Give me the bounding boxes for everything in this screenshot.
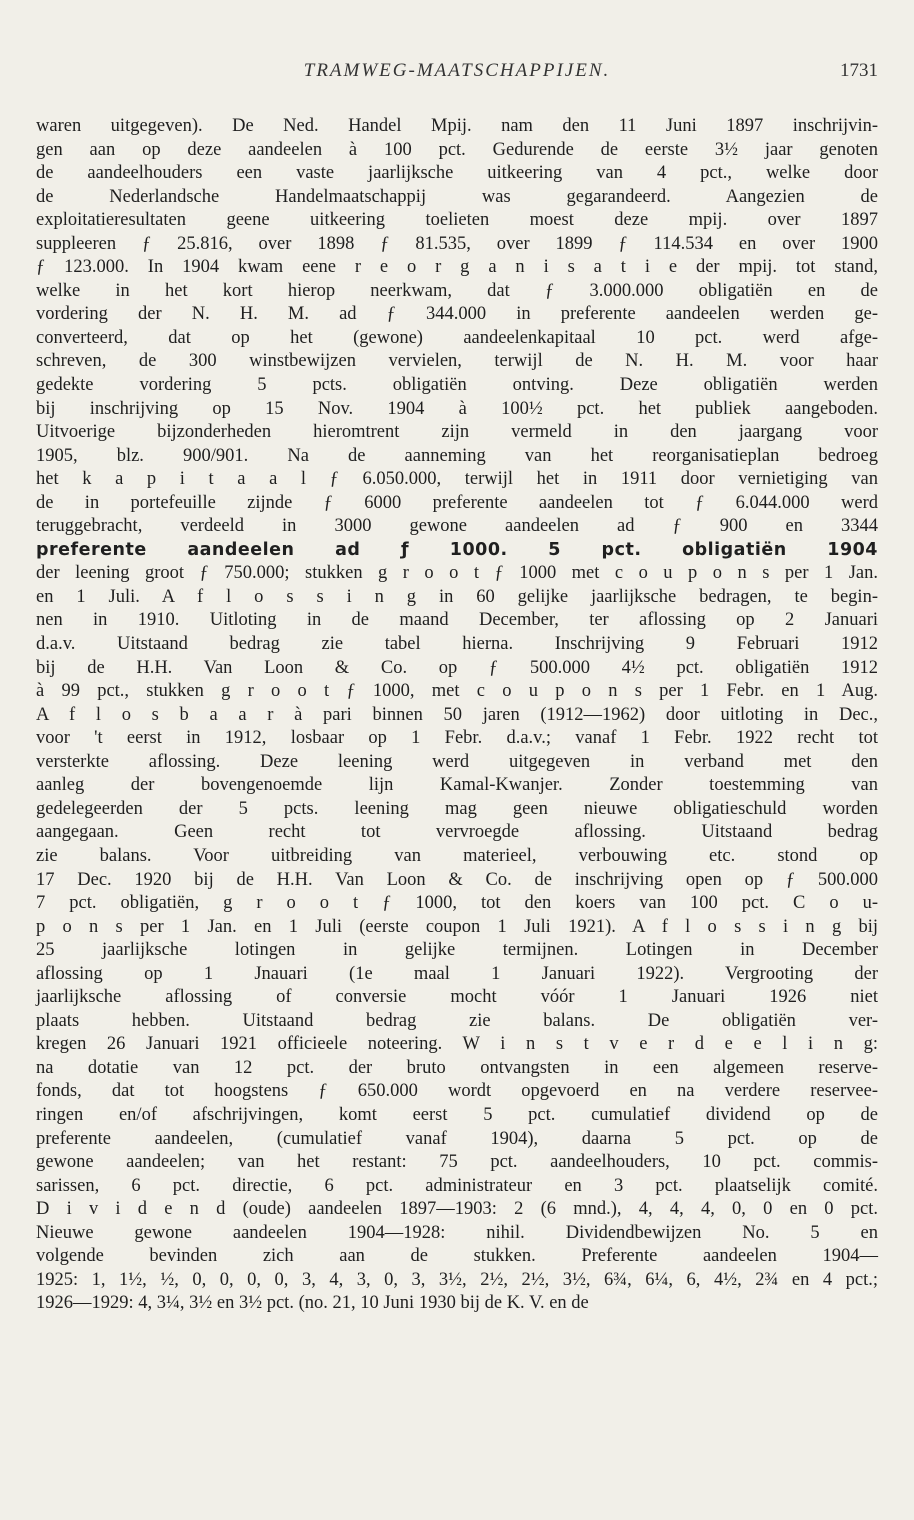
text-line: suppleeren ƒ 25.816, over 1898 ƒ 81.535, over 1899 ƒ 114.534 en over 1900 <box>36 233 878 254</box>
text-line: zie balans. Voor uitbreiding van materieel, verbouwing etc. stond op <box>36 845 878 866</box>
text-line: en 1 Juli. A f l o s s i n g in 60 gelijke jaarlijksche bedragen, te begin- <box>36 586 878 607</box>
text-line: jaarlijksche aflossing of conversie mocht vóór 1 Januari 1926 niet <box>36 987 878 1008</box>
text-line: schreven, de 300 winstbewijzen vervielen, terwijl de N. H. M. voor haar <box>36 351 878 372</box>
text-line: gedelegeerden der 5 pcts. leening mag geen nieuwe obligatieschuld worden <box>36 798 878 819</box>
text-line: aangegaan. Geen recht tot vervroegde aflossing. Uitstaand bedrag <box>36 822 878 843</box>
text-line: aflossing op 1 Jnauari (1e maal 1 Januari 1922). Vergrooting der <box>36 963 878 984</box>
text-line: vordering der N. H. M. ad ƒ 344.000 in preferente aandeelen werden ge- <box>36 304 878 325</box>
text-line: sarissen, 6 pct. directie, 6 pct. administrateur en 3 pct. plaatselijk comité. <box>36 1175 878 1196</box>
text-line: à 99 pct., stukken g r o o t ƒ 1000, met c o u p o n s per 1 Febr. en 1 Aug. <box>36 681 878 702</box>
text-line: d.a.v. Uitstaand bedrag zie tabel hierna. Inschrijving 9 Februari 1912 <box>36 634 878 655</box>
text-line: kregen 26 Januari 1921 officieele noteering. W i n s t v e r d e e l i n g: <box>36 1034 878 1055</box>
text-line: waren uitgegeven). De Ned. Handel Mpij. nam den 11 Juni 1897 inschrijvin- <box>36 116 878 136</box>
text-line: de Nederlandsche Handelmaatschappij was gegarandeerd. Aangezien de <box>36 186 878 207</box>
text-line: 1925: 1, 1½, ½, 0, 0, 0, 0, 3, 4, 3, 0, 3, 3½, 2½, 2½, 3½, 6¾, 6¼, 6, 4½, 2¾ en 4 pct.; <box>36 1269 878 1290</box>
text-line: voor 't eerst in 1912, losbaar op 1 Febr. d.a.v.; vanaf 1 Febr. 1922 recht tot <box>36 728 878 749</box>
text-line: Nieuwe gewone aandeelen 1904—1928: nihil. Dividendbewijzen No. 5 en <box>36 1222 878 1243</box>
text-line: het k a p i t a a l ƒ 6.050.000, terwijl het in 1911 door vernietiging van <box>36 469 878 490</box>
text-line: exploitatieresultaten geene uitkeering toelieten moest deze mpij. over 1897 <box>36 210 878 231</box>
text-line: nen in 1910. Uitloting in de maand December, ter aflossing op 2 Januari <box>36 610 878 631</box>
text-line: gewone aandeelen; van het restant: 75 pct. aandeelhouders, 10 pct. commis- <box>36 1152 878 1173</box>
text-line: 17 Dec. 1920 bij de H.H. Van Loon & Co. de inschrijving open op ƒ 500.000 <box>36 869 878 890</box>
text-line: ringen en/of afschrijvingen, komt eerst 5 pct. cumulatief dividend op de <box>36 1104 878 1125</box>
text-line: de aandeelhouders een vaste jaarlijksche uitkeering van 4 pct., welke door <box>36 163 878 184</box>
text-line: na dotatie van 12 pct. der bruto ontvangsten in een algemeen reserve- <box>36 1057 878 1078</box>
text-line: Uitvoerige bijzonderheden hieromtrent zijn vermeld in den jaargang voor <box>36 422 878 443</box>
text-line: 25 jaarlijksche lotingen in gelijke termijnen. Lotingen in December <box>36 940 878 961</box>
text-line: volgende bevinden zich aan de stukken. Preferente aandeelen 1904— <box>36 1246 878 1267</box>
text-line: 1926—1929: 4, 3¼, 3½ en 3½ pct. (no. 21, 10 Juni 1930 bij de K. V. en de <box>36 1293 589 1314</box>
text-line: welke in het kort hierop neerkwam, dat ƒ 3.000.000 obligatiën en de <box>36 280 878 301</box>
text-line: p o n s per 1 Jan. en 1 Juli (eerste coupon 1 Juli 1921). A f l o s s i n g bij <box>36 916 878 937</box>
text-line: bij de H.H. Van Loon & Co. op ƒ 500.000 4½ pct. obligatiën 1912 <box>36 657 878 678</box>
running-title: TRAMWEG-MAATSCHAPPIJEN. <box>303 60 611 81</box>
text-line: converteerd, dat op het (gewone) aandeelenkapitaal 10 pct. werd afge- <box>36 327 878 348</box>
text-line: bij inschrijving op 15 Nov. 1904 à 100½ pct. het publiek aangeboden. <box>36 398 878 419</box>
text-line: A f l o s b a a r à pari binnen 50 jaren (1912—1962) door uitloting in Dec., <box>36 704 878 725</box>
text-line: preferente aandeelen ad ƒ 1000. 5 pct. obligatiën 1904 <box>36 539 878 560</box>
text-line: fonds, dat tot hoogstens ƒ 650.000 wordt opgevoerd en na verdere reservee- <box>36 1081 878 1102</box>
text-line: preferente aandeelen, (cumulatief vanaf 1904), daarna 5 pct. op de <box>36 1128 878 1149</box>
text-line: 1905, blz. 900/901. Na de aanneming van het reorganisatieplan bedroeg <box>36 445 878 466</box>
page-number: 1731 <box>840 60 878 81</box>
text-line: ƒ 123.000. In 1904 kwam eene r e o r g a n i s a t i e der mpij. tot stand, <box>36 257 878 278</box>
text-line: der leening groot ƒ 750.000; stukken g r o o t ƒ 1000 met c o u p o n s per 1 Jan. <box>36 563 878 584</box>
body-text <box>36 115 878 1316</box>
text-line: gedekte vordering 5 pcts. obligatiën ontving. Deze obligatiën werden <box>36 375 878 396</box>
text-line: aanleg der bovengenoemde lijn Kamal-Kwanjer. Zonder toestemming van <box>36 775 878 796</box>
text-line: versterkte aflossing. Deze leening werd uitgegeven in verband met den <box>36 751 878 772</box>
text-line: plaats hebben. Uitstaand bedrag zie balans. De obligatiën ver- <box>36 1010 878 1031</box>
text-line: de in portefeuille zijnde ƒ 6000 preferente aandeelen tot ƒ 6.044.000 werd <box>36 492 878 513</box>
text-line: teruggebracht, verdeeld in 3000 gewone aandeelen ad ƒ 900 en 3344 <box>36 516 878 537</box>
text-line: gen aan op deze aandeelen à 100 pct. Gedurende de eerste 3½ jaar genoten <box>36 139 878 160</box>
text-line: 7 pct. obligatiën, g r o o t ƒ 1000, tot den koers van 100 pct. C o u- <box>36 893 878 914</box>
page-header <box>36 60 878 90</box>
text-line: D i v i d e n d (oude) aandeelen 1897—1903: 2 (6 mnd.), 4, 4, 4, 0, 0 en 0 pct. <box>36 1199 878 1220</box>
